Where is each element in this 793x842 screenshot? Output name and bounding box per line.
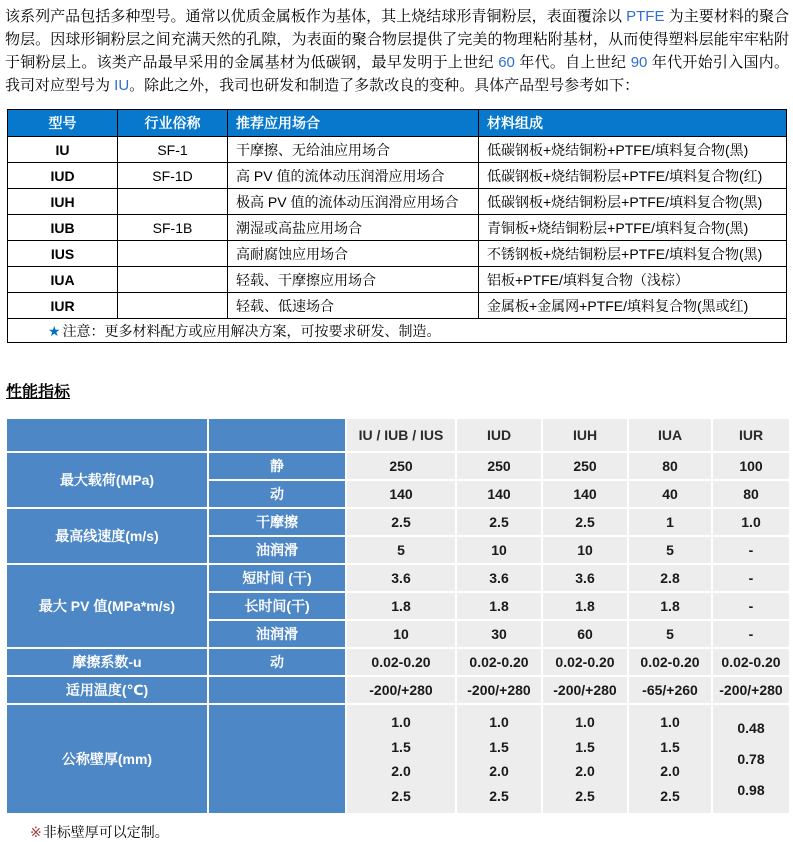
- value-cell: [347, 705, 455, 813]
- value-cell: -: [713, 565, 789, 591]
- models-table-row: [8, 163, 787, 189]
- application-cell: 高耐腐蚀应用场合: [228, 241, 479, 267]
- value-cell: [543, 705, 627, 813]
- value-cell: 0.02-0.20: [347, 649, 455, 675]
- value-line: 1.5: [575, 738, 595, 755]
- value-cell: [713, 705, 789, 813]
- table-note: [8, 319, 787, 343]
- models-table-note-row: [8, 319, 787, 343]
- value-cell: 10: [457, 537, 541, 563]
- value-cell: 5: [629, 537, 711, 563]
- intro-text: 。除此之外，我司也研发和制造了多款改良的变种。具体产品型号参考如下：: [129, 77, 640, 94]
- models-column-header: 型号: [8, 110, 118, 137]
- value-cell: 5: [629, 621, 711, 647]
- performance-table: [5, 417, 791, 815]
- material-cell: 不锈钢板+烧结铜粉层+PTFE/填料复合物(黑): [479, 241, 787, 267]
- alias-cell: SF-1B: [118, 215, 228, 241]
- note-text: 注意：更多材料配方或应用解决方案，可按要求研发、制造。: [62, 322, 441, 339]
- model-cell: IUB: [8, 215, 118, 241]
- models-table-row: [8, 137, 787, 163]
- value-cell: 30: [457, 621, 541, 647]
- sub-label-cell: 油润滑: [209, 537, 345, 563]
- sub-label-cell: 长时间(干): [209, 593, 345, 619]
- sub-label-cell: 动: [209, 649, 345, 675]
- value-cell: 100: [713, 453, 789, 479]
- value-cell: 10: [347, 621, 455, 647]
- sub-label-cell: 油润滑: [209, 621, 345, 647]
- model-cell: IU: [8, 137, 118, 163]
- value-line: 2.0: [391, 763, 411, 780]
- category-cell: 适用温度(℃): [7, 677, 207, 703]
- models-table-header-row: [8, 110, 787, 137]
- value-line: 1.0: [489, 713, 509, 730]
- performance-table-row: [7, 509, 789, 535]
- value-stack: [349, 705, 453, 813]
- value-line: 0.78: [737, 751, 765, 767]
- category-cell: 最大载荷(MPa): [7, 453, 207, 507]
- value-cell: -: [713, 621, 789, 647]
- value-cell: 0.02-0.20: [543, 649, 627, 675]
- value-cell: 0.02-0.20: [457, 649, 541, 675]
- value-line: 0.98: [737, 782, 765, 798]
- value-line: 2.5: [489, 788, 509, 805]
- material-cell: 金属板+金属网+PTFE/填料复合物(黑或红): [479, 293, 787, 319]
- value-cell: 80: [713, 481, 789, 507]
- category-cell: 公称壁厚(mm): [7, 705, 207, 813]
- alias-cell: SF-1D: [118, 163, 228, 189]
- models-table-row: [8, 267, 787, 293]
- value-cell: -200/+280: [543, 677, 627, 703]
- value-line: 1.5: [391, 738, 411, 755]
- value-cell: 10: [543, 537, 627, 563]
- category-cell: 摩擦系数-u: [7, 649, 207, 675]
- performance-table-row: [7, 649, 789, 675]
- value-cell: 1.8: [457, 593, 541, 619]
- value-cell: 80: [629, 453, 711, 479]
- value-cell: 1.8: [347, 593, 455, 619]
- reference-mark-icon: ※: [30, 824, 42, 840]
- value-cell: [629, 705, 711, 813]
- models-table-row: [8, 293, 787, 319]
- models-table-row: [8, 215, 787, 241]
- value-line: 2.5: [391, 788, 411, 805]
- alias-cell: [118, 241, 228, 267]
- material-cell: 低碳钢板+烧结铜粉+PTFE/填料复合物(黑): [479, 137, 787, 163]
- application-cell: 干摩擦、无给油应用场合: [228, 137, 479, 163]
- application-cell: 极高 PV 值的流体动压润滑应用场合: [228, 189, 479, 215]
- performance-column-header: IUA: [629, 419, 711, 451]
- intro-text: 年代。自上世纪: [514, 54, 631, 71]
- model-cell: IUH: [8, 189, 118, 215]
- value-cell: 140: [543, 481, 627, 507]
- value-line: 0.48: [737, 720, 765, 736]
- document-page: [0, 5, 793, 842]
- intro-accent-text: IU: [114, 77, 130, 94]
- value-cell: -200/+280: [713, 677, 789, 703]
- sub-label-cell: [209, 705, 345, 813]
- value-line: 2.5: [575, 788, 595, 805]
- intro-paragraph: [5, 5, 789, 97]
- performance-column-header: IUR: [713, 419, 789, 451]
- application-cell: 轻载、干摩擦应用场合: [228, 267, 479, 293]
- value-cell: 0.02-0.20: [713, 649, 789, 675]
- models-column-header: 材料组成: [479, 110, 787, 137]
- performance-column-header: IUD: [457, 419, 541, 451]
- value-cell: -200/+280: [347, 677, 455, 703]
- sub-label-cell: 短时间 (干): [209, 565, 345, 591]
- performance-heading: 性能指标: [6, 384, 71, 401]
- value-cell: 60: [543, 621, 627, 647]
- alias-cell: [118, 293, 228, 319]
- performance-column-header: IU / IUB / IUS: [347, 419, 455, 451]
- performance-table-row: [7, 677, 789, 703]
- value-cell: -: [713, 537, 789, 563]
- material-cell: 青铜板+烧结铜粉层+PTFE/填料复合物(黑): [479, 215, 787, 241]
- value-cell: 5: [347, 537, 455, 563]
- sub-label-cell: [209, 677, 345, 703]
- value-cell: 1: [629, 509, 711, 535]
- material-cell: 低碳钢板+烧结铜粉层+PTFE/填料复合物(黑): [479, 189, 787, 215]
- performance-column-header: IUH: [543, 419, 627, 451]
- sub-label-cell: 干摩擦: [209, 509, 345, 535]
- value-cell: 40: [629, 481, 711, 507]
- category-cell: 最大 PV 值(MPa*m/s): [7, 565, 207, 647]
- value-cell: 3.6: [543, 565, 627, 591]
- model-cell: IUR: [8, 293, 118, 319]
- value-cell: [457, 705, 541, 813]
- intro-text: 该系列产品包括多种型号。通常以优质金属板作为基体，其上烧结球形青铜粉层，表面覆涂以: [5, 8, 627, 25]
- alias-cell: SF-1: [118, 137, 228, 163]
- value-cell: -: [713, 593, 789, 619]
- value-cell: 2.8: [629, 565, 711, 591]
- category-cell: 最高线速度(m/s): [7, 509, 207, 563]
- performance-table-row: [7, 565, 789, 591]
- value-line: 1.0: [575, 713, 595, 730]
- value-stack: [631, 705, 709, 813]
- material-cell: 低碳钢板+烧结铜粉层+PTFE/填料复合物(红): [479, 163, 787, 189]
- application-cell: 高 PV 值的流体动压润滑应用场合: [228, 163, 479, 189]
- intro-accent-text: 90: [630, 54, 648, 71]
- value-line: 1.0: [391, 713, 411, 730]
- value-line: 1.5: [489, 738, 509, 755]
- intro-accent-text: 60: [498, 54, 515, 71]
- intro-text: 为主要材料的聚合物层。因球形铜粉层之间充满天然的孔隙，为表面的聚合物层提供了完美的物理粘附基材，从而使得塑料层能牢牢粘附于铜粉层上。该类产品最早采用的金属基材为低碳钢，最早发明于上世纪: [5, 8, 790, 71]
- material-cell: 铝板+PTFE/填料复合物（浅棕）: [479, 267, 787, 293]
- model-cell: IUS: [8, 241, 118, 267]
- value-cell: 250: [543, 453, 627, 479]
- value-cell: 1.0: [713, 509, 789, 535]
- application-cell: 潮湿或高盐应用场合: [228, 215, 479, 241]
- value-cell: 3.6: [347, 565, 455, 591]
- value-stack: [459, 705, 539, 813]
- value-line: 2.0: [660, 763, 680, 780]
- models-table-row: [8, 241, 787, 267]
- sub-label-cell: 静: [209, 453, 345, 479]
- value-cell: 1.8: [543, 593, 627, 619]
- value-cell: 2.5: [543, 509, 627, 535]
- value-cell: 140: [457, 481, 541, 507]
- star-icon: ★: [48, 322, 61, 339]
- value-line: 1.0: [660, 713, 680, 730]
- value-cell: 250: [457, 453, 541, 479]
- model-cell: IUD: [8, 163, 118, 189]
- application-cell: 轻载、低速场合: [228, 293, 479, 319]
- performance-table-header-row: [7, 419, 789, 451]
- value-cell: 250: [347, 453, 455, 479]
- value-stack: [545, 705, 625, 813]
- value-cell: 140: [347, 481, 455, 507]
- corner-cell-category: [7, 419, 207, 451]
- value-line: 1.5: [660, 738, 680, 755]
- model-cell: IUA: [8, 267, 118, 293]
- value-line: 2.0: [489, 763, 509, 780]
- value-cell: -65/+260: [629, 677, 711, 703]
- corner-cell-condition: [209, 419, 345, 451]
- models-column-header: 推荐应用场合: [228, 110, 479, 137]
- value-line: 2.5: [660, 788, 680, 805]
- value-cell: -200/+280: [457, 677, 541, 703]
- value-cell: 2.5: [347, 509, 455, 535]
- performance-table-row: [7, 705, 789, 813]
- models-column-header: 行业俗称: [118, 110, 228, 137]
- value-cell: 3.6: [457, 565, 541, 591]
- intro-text: 年代开始引入国内。我司对应型号为: [5, 54, 790, 94]
- alias-cell: [118, 189, 228, 215]
- value-line: 2.0: [575, 763, 595, 780]
- value-cell: 2.5: [457, 509, 541, 535]
- product-models-table: [7, 109, 787, 343]
- alias-cell: [118, 267, 228, 293]
- performance-table-row: [7, 453, 789, 479]
- value-cell: 1.8: [629, 593, 711, 619]
- models-table-row: [8, 189, 787, 215]
- value-stack: [715, 705, 787, 813]
- footnote-text: 非标壁厚可以定制。: [42, 824, 169, 840]
- intro-accent-text: PTFE: [626, 8, 665, 25]
- sub-label-cell: 动: [209, 481, 345, 507]
- footnote: [30, 822, 793, 842]
- value-cell: 0.02-0.20: [629, 649, 711, 675]
